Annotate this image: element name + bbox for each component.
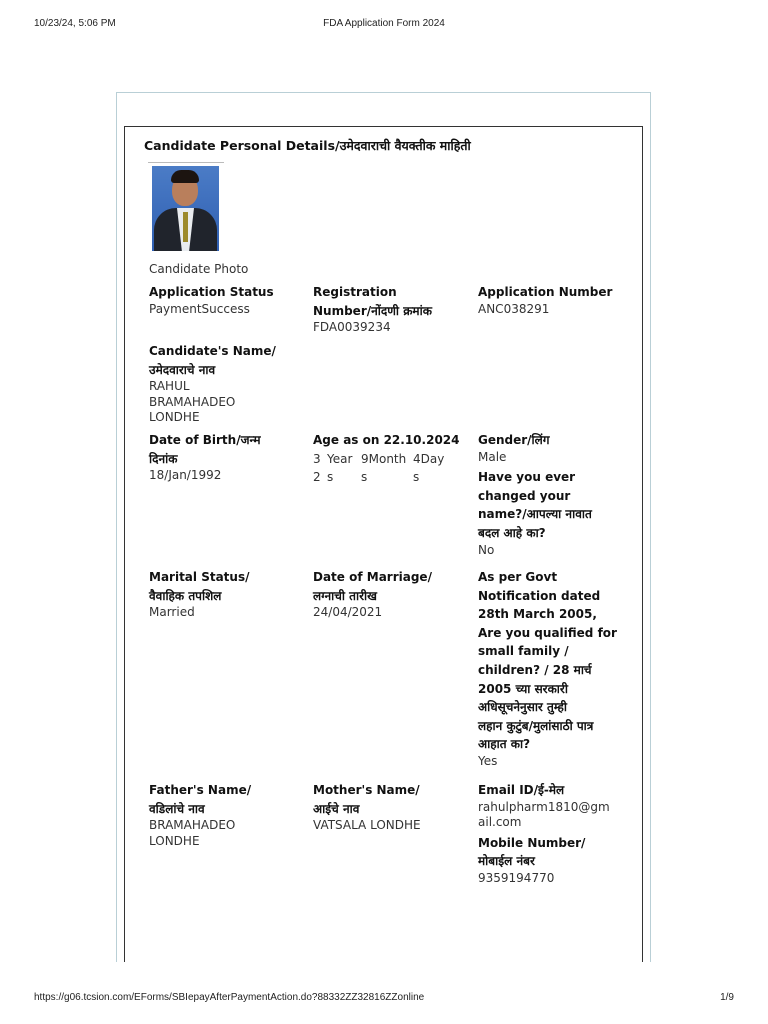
age-years-num-2: 2 <box>313 469 321 484</box>
application-number-field <box>478 283 618 317</box>
mother-name-value: VATSALA LONDHE <box>313 818 421 833</box>
small-family-label-9: लहान कुटुंब/मुलांसाठी पात्र <box>478 718 594 733</box>
age-value <box>313 450 463 486</box>
candidate-name-field <box>149 342 299 426</box>
registration-number-label-2: Number/नोंदणी क्रमांक <box>313 303 432 318</box>
mobile-label-1: Mobile Number/ <box>478 835 586 850</box>
gender-value: Male <box>478 449 507 464</box>
print-url: https://g06.tcsion.com/EForms/SBIepayAfterPaymentAction.do?88332ZZ32816ZZonline <box>34 992 425 1003</box>
mother-name-label-2: आईचे नाव <box>313 801 360 816</box>
application-number-value: ANC038291 <box>478 301 550 316</box>
small-family-label-6: children? / 28 मार्च <box>478 662 592 677</box>
small-family-label-7: 2005 च्या सरकारी <box>478 681 568 696</box>
candidate-name-value-2: BRAMAHADEO <box>149 394 236 409</box>
small-family-label-2: Notification dated <box>478 588 601 603</box>
age-years-unit: Year <box>327 451 353 466</box>
small-family-label-8: अधिसूचनेनुसार तुम्ही <box>478 700 567 715</box>
dob-label-1: Date of Birth/जन्म <box>149 433 261 447</box>
candidate-name-label-2: उमेदवाराचे नाव <box>149 362 216 377</box>
registration-number-field <box>313 283 463 336</box>
application-status-field <box>149 283 299 317</box>
mother-name-label-1: Mother's Name/ <box>313 783 420 797</box>
candidate-name-label-1: Candidate's Name/ <box>149 344 276 358</box>
marital-status-label-1: Marital Status/ <box>149 570 250 584</box>
name-changed-label-4: बदल आहे का? <box>478 525 546 540</box>
dob-label-2: दिनांक <box>149 451 178 466</box>
name-changed-label-1: Have you ever <box>478 470 576 485</box>
small-family-value: Yes <box>478 753 498 768</box>
marital-status-label-2: वैवाहिक तपशिल <box>149 588 222 603</box>
small-family-label-5: small family / <box>478 644 569 659</box>
father-name-value-2: LONDHE <box>149 833 200 848</box>
email-value-1: rahulpharm1810@gm <box>478 799 610 814</box>
age-months: 9Month <box>361 451 407 466</box>
father-name-value-1: BRAMAHADEO <box>149 818 236 833</box>
registration-number-value: FDA0039234 <box>313 320 391 335</box>
age-years-suffix: s <box>327 469 334 484</box>
print-datetime: 10/23/24, 5:06 PM <box>34 18 116 29</box>
dob-value: 18/Jan/1992 <box>149 468 222 483</box>
name-changed-label-2: changed your <box>478 488 571 503</box>
father-name-label-2: वडिलांचे नाव <box>149 801 205 816</box>
print-title: FDA Application Form 2024 <box>323 18 445 29</box>
marital-status-value: Married <box>149 605 195 620</box>
date-of-marriage-label-1: Date of Marriage/ <box>313 570 432 584</box>
date-of-marriage-label-2: लग्नाची तारीख <box>313 588 377 603</box>
name-changed-label-3: name?/आपल्या नावात <box>478 507 592 522</box>
age-months-suffix: s <box>361 469 368 484</box>
email-field <box>478 781 618 887</box>
application-status-label: Application Status <box>149 285 274 299</box>
date-of-marriage-value: 24/04/2021 <box>313 605 383 620</box>
age-days-suffix: s <box>413 469 420 484</box>
age-field <box>313 431 463 486</box>
print-page-number: 1/9 <box>720 992 734 1003</box>
registration-number-label-1: Registration <box>313 285 397 299</box>
date-of-birth-field <box>149 431 299 484</box>
application-status-value: PaymentSuccess <box>149 301 250 316</box>
email-label: Email ID/ई-मेल <box>478 783 565 797</box>
section-title: Candidate Personal Details/उमेदवाराची वैयक्तीक माहिती <box>144 138 471 153</box>
marital-status-field <box>149 568 299 621</box>
mother-name-field <box>313 781 463 834</box>
gender-field <box>478 431 618 558</box>
father-name-label-1: Father's Name/ <box>149 783 252 797</box>
age-label: Age as on 22.10.2024 <box>313 433 460 447</box>
date-of-marriage-field <box>313 568 463 621</box>
small-family-label-10: आहात का? <box>478 737 531 752</box>
candidate-name-value-3: LONDHE <box>149 410 200 425</box>
small-family-label-4: Are you qualified for <box>478 625 617 640</box>
mobile-label-2: मोबाईल नंबर <box>478 854 535 869</box>
small-family-label-3: 28th March 2005, <box>478 607 597 622</box>
mobile-value: 9359194770 <box>478 870 555 885</box>
email-value-2: ail.com <box>478 815 522 830</box>
name-changed-value: No <box>478 542 495 557</box>
age-years-num: 3 <box>313 451 321 466</box>
candidate-photo <box>152 166 219 251</box>
candidate-name-value-1: RAHUL <box>149 379 190 394</box>
gender-label: Gender/लिंग <box>478 433 550 447</box>
age-days: 4Day <box>413 451 445 466</box>
father-name-field <box>149 781 299 849</box>
small-family-label-1: As per Govt <box>478 570 558 584</box>
small-family-field <box>478 568 618 770</box>
application-number-label: Application Number <box>478 285 613 299</box>
photo-caption: Candidate Photo <box>149 262 249 276</box>
